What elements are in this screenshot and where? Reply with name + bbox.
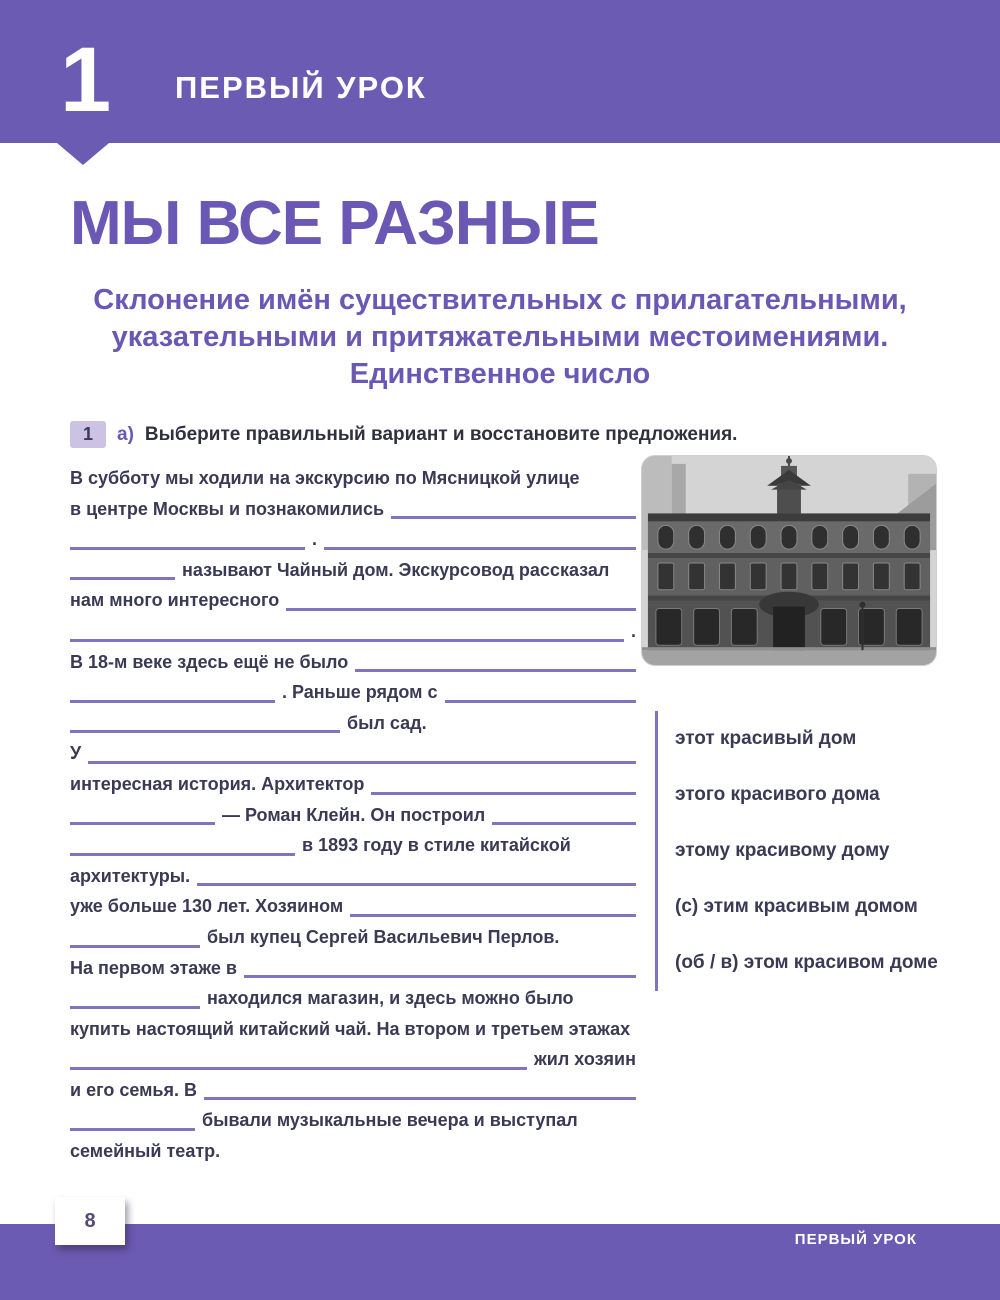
text-line <box>70 922 636 953</box>
fill-in-blank <box>70 730 340 733</box>
fill-in-blank <box>70 700 275 703</box>
exercise-instruction: Выберите правильный вариант и восстановите предложения. <box>144 423 738 445</box>
header-lesson-label: ПЕРВЫЙ УРОК <box>175 70 427 105</box>
text-segment: интересная история. Архитектор <box>70 773 365 794</box>
footer-lesson-label: ПЕРВЫЙ УРОК <box>794 1231 917 1248</box>
fill-in-blank <box>70 1128 195 1131</box>
text-line <box>70 891 636 922</box>
text-segment: На первом этаже в <box>70 957 237 978</box>
text-segment: в центре Москвы и познакомились <box>70 498 385 519</box>
text-line <box>70 1075 636 1106</box>
answer-option: (об / в) этом красивом доме <box>675 952 938 973</box>
text-segment: нам много интересного <box>70 590 280 611</box>
subtitle-line: указательными и притяжательными местоимениями. <box>111 321 889 353</box>
header-band <box>0 0 1000 143</box>
building-photo-illustration <box>642 456 936 665</box>
exercise-header <box>70 421 737 448</box>
text-segment: У <box>70 743 82 764</box>
text-segment: В 18-м веке здесь ещё не было <box>70 651 349 672</box>
unit-number: 1 <box>60 29 112 131</box>
text-segment: называют Чайный дом. Экскурсовод рассказал <box>182 559 610 580</box>
header-notch <box>57 143 109 165</box>
exercise-number-badge: 1 <box>70 421 106 448</box>
fill-in-blank <box>70 577 175 580</box>
text-segment: архитектуры. <box>70 865 191 886</box>
fill-in-blank <box>371 792 636 795</box>
fill-in-blank <box>445 700 636 703</box>
page-title: МЫ ВСЕ РАЗНЫЕ <box>70 189 599 258</box>
text-segment: . <box>312 529 318 550</box>
fill-in-blank <box>70 853 295 856</box>
text-segment: семейный театр. <box>70 1141 221 1162</box>
fill-in-blank <box>286 608 636 611</box>
fill-in-blank <box>70 639 624 642</box>
text-segment: и его семья. В <box>70 1079 198 1100</box>
exercise-text <box>70 463 636 1167</box>
text-segment: В субботу мы ходили на экскурсию по Мясницкой улице <box>70 468 580 488</box>
text-segment: . <box>630 620 636 641</box>
fill-in-blank <box>204 1097 636 1100</box>
text-line <box>70 861 636 892</box>
fill-in-blank <box>355 669 636 672</box>
text-segment: был купец Сергей Васильевич Перлов. <box>207 926 560 947</box>
text-segment: — Роман Клейн. Он построил <box>222 804 486 825</box>
text-line <box>70 585 636 616</box>
fill-in-blank <box>70 1067 527 1070</box>
text-line <box>70 463 636 494</box>
answer-option: этому красивому дому <box>675 840 890 861</box>
text-segment: бывали музыкальные вечера и выступал <box>202 1110 578 1131</box>
text-line <box>70 953 636 984</box>
text-line <box>70 983 636 1014</box>
text-line <box>70 524 636 555</box>
page-number-card <box>55 1197 125 1245</box>
fill-in-blank <box>324 547 636 550</box>
fill-in-blank <box>70 1006 200 1009</box>
text-line <box>70 738 636 769</box>
text-segment: жил хозяин <box>534 1049 636 1070</box>
text-line <box>70 1014 636 1045</box>
page-number: 8 <box>84 1209 96 1232</box>
text-line <box>70 647 636 678</box>
fill-in-blank <box>70 945 200 948</box>
text-line <box>70 800 636 831</box>
subtitle <box>0 282 1000 393</box>
fill-in-blank <box>70 547 305 550</box>
answer-option: этого красивого дома <box>675 784 880 805</box>
text-line <box>70 1105 636 1136</box>
text-segment: в 1893 году в стиле китайской <box>302 835 571 856</box>
answer-option: этот красивый дом <box>675 728 857 749</box>
tea-house-building-photo <box>641 455 937 666</box>
fill-in-blank <box>350 914 636 917</box>
text-line <box>70 769 636 800</box>
text-segment: находился магазин, и здесь можно было <box>207 988 574 1009</box>
text-line <box>70 494 636 525</box>
text-line <box>70 708 636 739</box>
answer-option: (с) этим красивым домом <box>675 896 918 917</box>
text-line <box>70 555 636 586</box>
fill-in-blank <box>391 516 636 519</box>
subtitle-line: Склонение имён существительных с прилагательными, <box>93 284 907 316</box>
text-line <box>70 1136 636 1167</box>
fill-in-blank <box>244 975 636 978</box>
text-segment: был сад. <box>347 712 427 733</box>
text-segment: . Раньше рядом с <box>282 682 438 703</box>
exercise-part-label: а) <box>117 423 134 445</box>
text-segment: уже больше 130 лет. Хозяином <box>70 896 344 917</box>
text-segment: купить настоящий китайский чай. На втором и третьем этажах <box>70 1018 631 1039</box>
fill-in-blank <box>492 822 636 825</box>
text-line <box>70 830 636 861</box>
fill-in-blank <box>197 883 636 886</box>
text-line <box>70 677 636 708</box>
text-line <box>70 616 636 647</box>
text-line <box>70 1044 636 1075</box>
fill-in-blank <box>70 822 215 825</box>
answer-options-list <box>655 711 955 991</box>
subtitle-line: Единственное число <box>349 358 651 390</box>
fill-in-blank <box>88 761 636 764</box>
